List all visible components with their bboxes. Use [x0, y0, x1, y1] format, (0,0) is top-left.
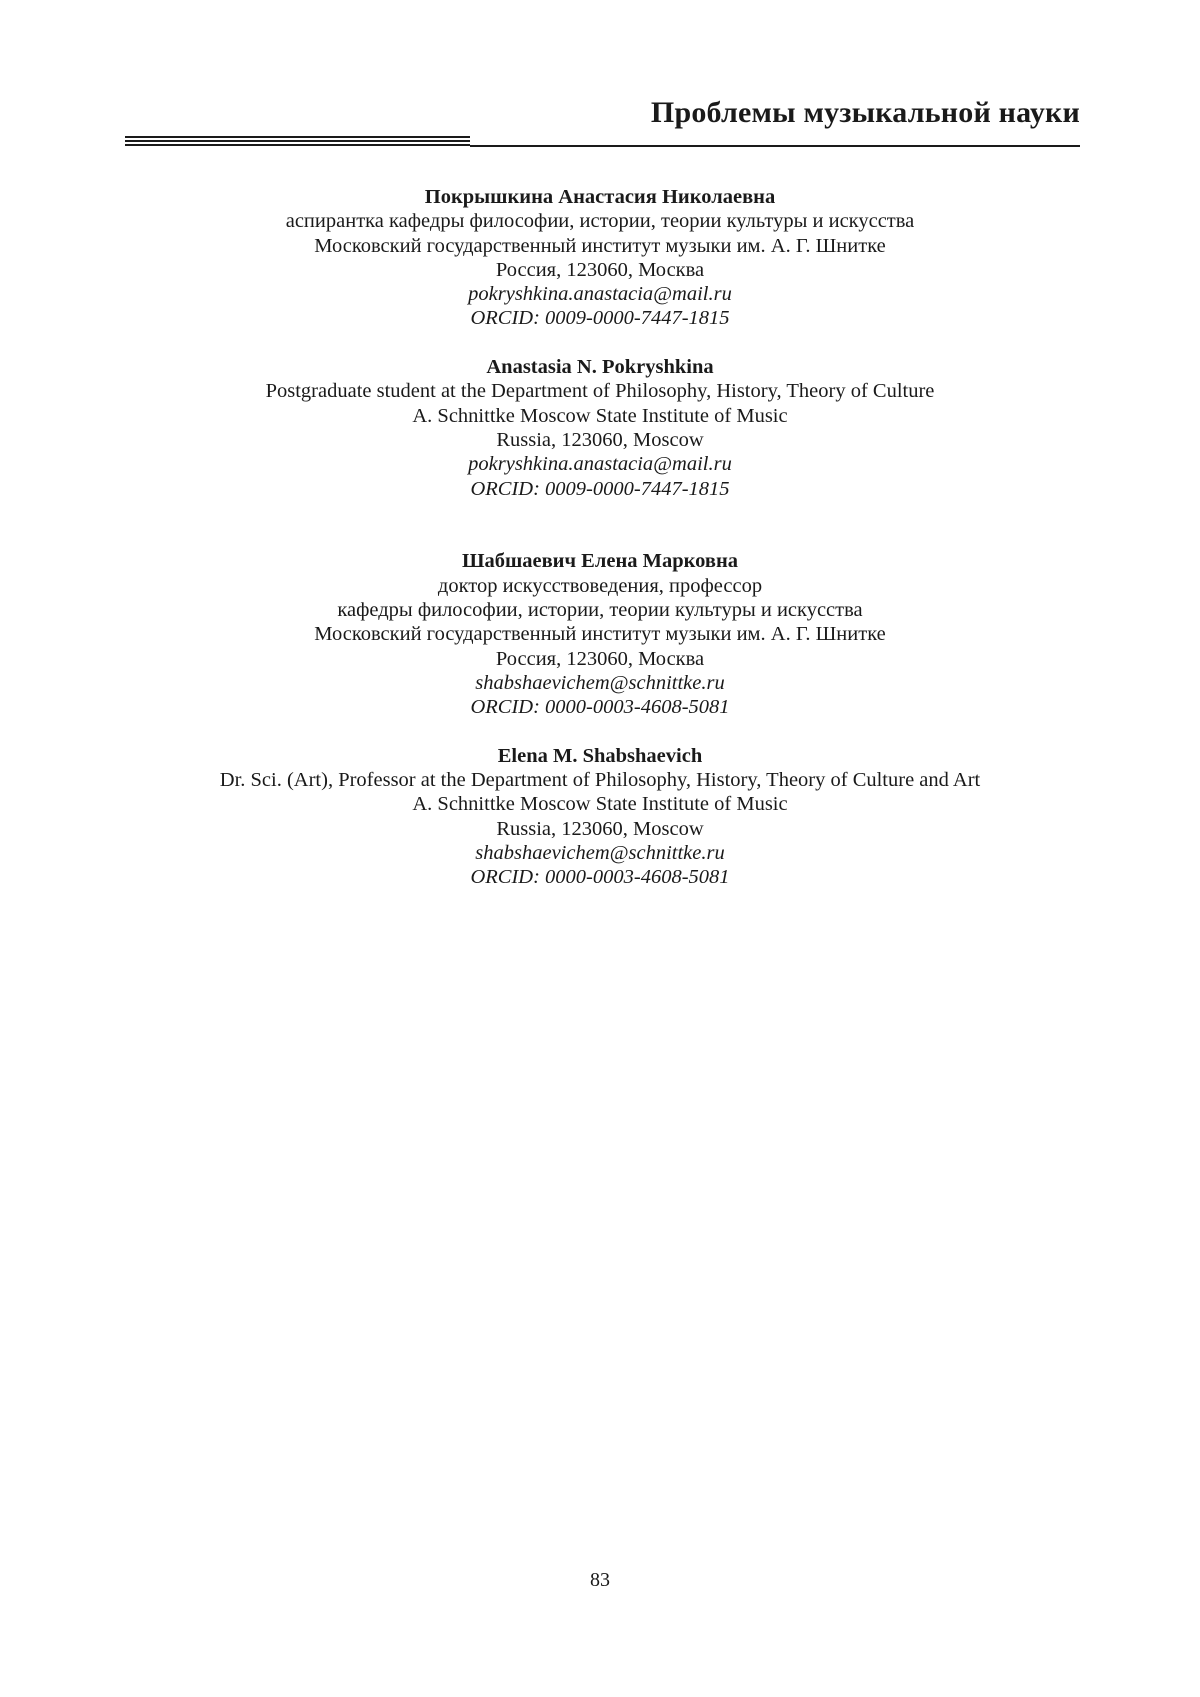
author-affiliation: Московский государственный институт музыки им. А. Г. Шнитке	[314, 234, 886, 257]
spacer	[0, 720, 1200, 744]
author-address: Russia, 123060, Moscow	[496, 428, 704, 451]
author-address: Russia, 123060, Moscow	[496, 817, 704, 840]
author-position: Postgraduate student at the Department of Philosophy, History, Theory of Culture	[265, 380, 935, 403]
author-department: кафедры философии, истории, теории культуры и искусства	[337, 599, 863, 622]
author-email: shabshaevichem@schnittke.ru	[475, 671, 725, 694]
spacer	[0, 501, 1200, 550]
author-block-pokryshkina-ru	[0, 185, 1200, 331]
author-address: Россия, 123060, Москва	[495, 258, 705, 281]
header-rule-line-2	[125, 140, 470, 142]
author-affiliation: A. Schnittke Moscow State Institute of Music	[412, 404, 788, 427]
spacer	[0, 331, 1200, 355]
author-position: Dr. Sci. (Art), Professor at the Department of Philosophy, History, Theory of Culture and Art	[219, 769, 981, 792]
author-email: shabshaevichem@schnittke.ru	[475, 842, 725, 865]
author-name: Покрышкина Анастасия Николаевна	[424, 186, 776, 208]
author-name: Шабшаевич Елена Марковна	[461, 550, 739, 573]
header-rule-line-3	[125, 144, 470, 146]
author-position: аспирантка кафедры философии, истории, теории культуры и искусства	[285, 210, 915, 233]
author-orcid: ORCID: 0009-0000-7447-1815	[470, 477, 730, 500]
author-orcid: ORCID: 0000-0003-4608-5081	[470, 696, 730, 719]
author-block-shabshaevich-ru	[0, 549, 1200, 719]
author-affiliation: Московский государственный институт музыки им. А. Г. Шнитке	[314, 623, 886, 646]
author-orcid: ORCID: 0009-0000-7447-1815	[470, 307, 730, 330]
journal-title: Проблемы музыкальной науки	[650, 96, 1080, 129]
author-block-pokryshkina-en	[0, 355, 1200, 501]
author-position: доктор искусствоведения, профессор	[437, 574, 763, 597]
author-address: Россия, 123060, Москва	[495, 647, 705, 670]
author-info-section	[0, 185, 1200, 890]
author-email: pokryshkina.anastacia@mail.ru	[468, 283, 732, 306]
author-affiliation: A. Schnittke Moscow State Institute of Music	[412, 793, 788, 816]
author-name: Elena M. Shabshaevich	[497, 744, 703, 767]
author-block-shabshaevich-en	[0, 744, 1200, 890]
author-name: Anastasia N. Pokryshkina	[486, 356, 714, 379]
header-rule-line-1	[125, 136, 470, 138]
header-double-rule	[125, 136, 470, 146]
author-email: pokryshkina.anastacia@mail.ru	[468, 453, 732, 476]
author-orcid: ORCID: 0000-0003-4608-5081	[470, 866, 730, 889]
page-number: 83	[590, 1569, 610, 1591]
header-single-rule	[470, 145, 1080, 147]
page-header	[125, 98, 1080, 148]
